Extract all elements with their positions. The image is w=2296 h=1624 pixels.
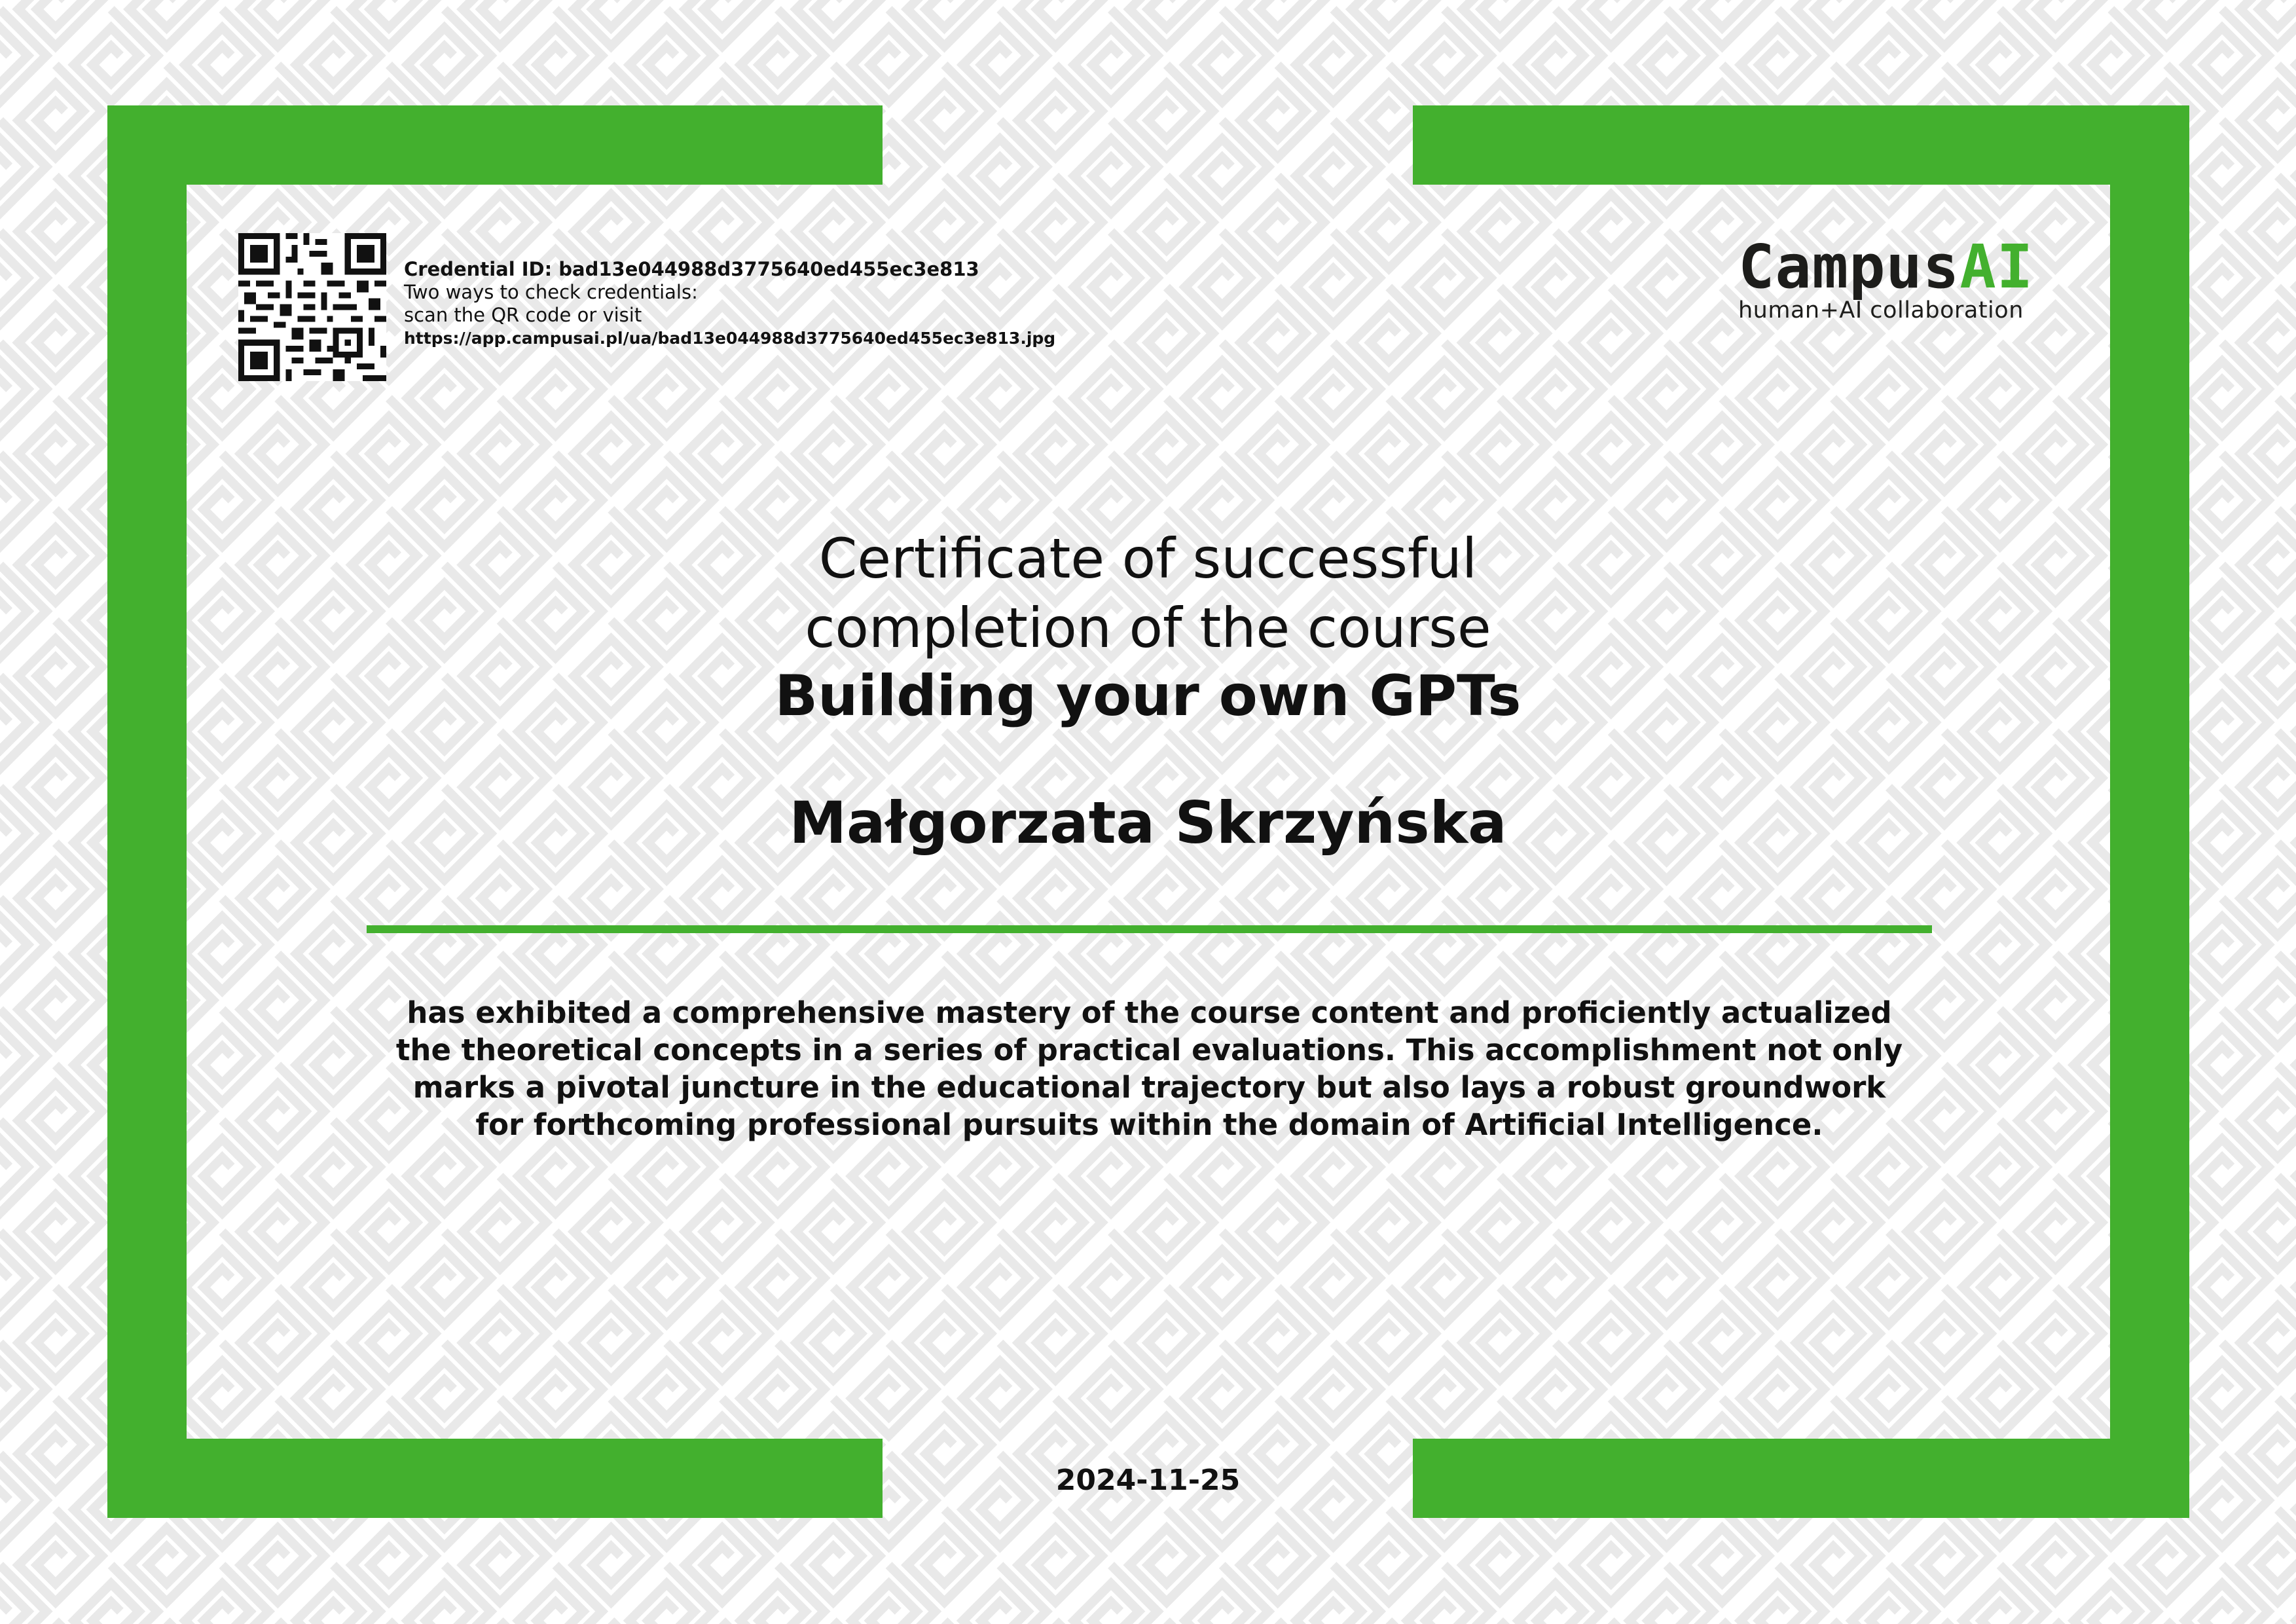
issue-date: 2024-11-25 (1055, 1464, 1241, 1497)
description-line: for forthcoming professional pursuits within the domain of Artificial Intelligence. (475, 1107, 1823, 1142)
credential-check-text: Two ways to check credentials: (404, 281, 698, 303)
credential-id: Credential ID: bad13e044988d3775640ed455ec3e813 (404, 258, 979, 280)
campusai-logo (1738, 232, 2039, 323)
frame-top-left (107, 105, 883, 185)
logo-wordmark: CampusAI (1738, 232, 2034, 302)
frame-top-right (1413, 105, 2189, 185)
certificate-title-line1: Certificate of successful (818, 526, 1478, 591)
credential-scan-text: scan the QR code or visit (404, 304, 642, 326)
certificate-description (367, 994, 1932, 1143)
qr-code-icon (238, 233, 386, 381)
divider-line (367, 925, 1932, 933)
recipient-name: Małgorzata Skrzyńska (789, 789, 1507, 857)
description-line: the theoretical concepts in a series of practical evaluations. This accomplishment not only (395, 1033, 1903, 1067)
logo-tagline: human+AI collaboration (1738, 297, 2024, 323)
description-line: has exhibited a comprehensive mastery of the course content and proficiently actualized (407, 995, 1892, 1030)
course-name: Building your own GPTs (774, 663, 1522, 729)
certificate-title-line2: completion of the course (805, 596, 1491, 660)
credential-info (404, 258, 1055, 350)
description-line: marks a pivotal juncture in the educational trajectory but also lays a robust groundwork (412, 1070, 1886, 1105)
credential-url-link[interactable]: https://app.campusai.pl/ua/bad13e044988d3775640ed455ec3e813.jpg (404, 329, 1056, 348)
